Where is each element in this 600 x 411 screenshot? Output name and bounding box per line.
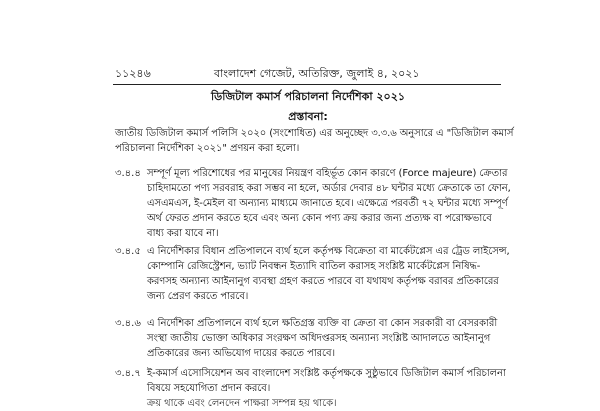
- clause-number: ৩.৪.৬: [115, 318, 141, 329]
- clause-line: প্রতিকারের জন্য অভিযোগ দায়ের করতে পারবে।: [147, 348, 335, 359]
- clause-line: কোম্পানি রেজিস্ট্রেশন, ভ্যাট নিবন্ধন ইত্যাদি বাতিল করাসহ সংশ্লিষ্ট মার্কেটপ্লেস নিষিদ্ধ-: [147, 261, 481, 272]
- preamble-line: পরিচালনা নির্দেশিকা ২০২১" প্রণয়ন করা হলো।: [115, 143, 300, 154]
- clause-line: এ নির্দেশিকা প্রতিপালনে ব্যর্থ হলে ক্ষতিগ্রস্ত ব্যক্তি বা ক্রেতা বা কোন সরকারী বা বেসরকারী: [147, 318, 498, 329]
- preamble-line: জাতীয় ডিজিটাল কমার্স পলিসি ২০২০ (সংশোধিত) এর অনুচ্ছেদ ৩.৩.৬ অনুসারে এ "ডিজিটাল কমার্স: [115, 128, 514, 139]
- clause-line: জন্য প্রেরণ করতে পারবে।: [147, 291, 249, 302]
- clause-text: [147, 366, 507, 409]
- clause-line: চাহিদামতো পণ্য সরবরাহ করা সম্ভব না হলে, অর্ডার দেবার ৪৮ ঘন্টার মধ্যে ক্রেতাকে তা ফোন,: [147, 183, 511, 194]
- clause-line: করণসহ অন্যান্য আইনানুগ ব্যবস্থা গ্রহণ করতে পারবে বা যথাযথ কর্তৃপক্ষ বরাবর প্রতিকারের: [147, 276, 499, 287]
- page-number: ১১২৪৬: [115, 67, 151, 80]
- gazette-header: [115, 67, 501, 81]
- clause-number: ৩.৪.৫: [115, 246, 141, 257]
- clause-line: বিষয়ে সহযোগিতা প্রদান করবে।: [147, 383, 271, 394]
- clause-number: ৩.৪.৭: [115, 368, 141, 379]
- clause-text: [147, 316, 507, 361]
- clause-line: সংস্থা জাতীয় ভোক্তা অধিকার সংরক্ষণ অধিদপ্তরসহ অন্যান্য সংশ্লিষ্ট আদালতে আইনানুগ: [147, 333, 491, 344]
- header-rule: [113, 84, 501, 85]
- clause-line: বাধ্য করা যাবে না।: [147, 228, 219, 239]
- clause-text: [147, 166, 511, 241]
- clause-line: অর্থ ফেরত প্রদান করতে হবে এবং অন্য কোন পণ্য ক্রয় করার জন্য প্রত্যক্ষ বা পরোক্ষভাবে: [147, 213, 492, 224]
- clause-text: [147, 244, 510, 304]
- clause-line: ক্রয় থাকে এবং লেনদেন পাক্ষরা সম্পন্ন হয় থাকে।: [147, 398, 337, 409]
- gazette-line: বাংলাদেশ গেজেট, অতিরিক্ত, জুলাই ৪, ২০২১: [214, 67, 420, 80]
- document-title: ডিজিটাল কমার্স পরিচালনা নির্দেশিকা ২০২১: [211, 90, 405, 103]
- clause-number: ৩.৪.৪: [115, 168, 141, 179]
- clause-line: ই-কমার্স এসোসিয়েশন অব বাংলাদেশ সংশ্লিষ্ট কর্তৃপক্ষকে সুষ্ঠুভাবে ডিজিটাল কমার্স পরিচালনা: [147, 368, 506, 379]
- preamble-text: [115, 126, 514, 156]
- clause-line: সম্পূর্ণ মূল্য পরিশোধের পর মানুষের নিয়ন্ত্রণ বহির্ভূত কোন কারণে (Force majeure) ক্রেতার: [147, 168, 508, 179]
- clause-line: এ নির্দেশিকার বিধান প্রতিপালনে ব্যর্থ হলে কর্তৃপক্ষ বিক্রেতা বা মার্কেটপ্লেস এর ট্রেড লাইসেন্স,: [147, 246, 510, 257]
- clause-line: এসএমএস, ই-মেইল বা অন্যান্য মাধ্যমে জানাতে হবে। এক্ষেত্রে পরবর্তী ৭২ ঘন্টার মধ্যে সম্পূর্ণ: [147, 198, 508, 209]
- preamble-heading: প্রস্তাবনা:: [288, 110, 328, 123]
